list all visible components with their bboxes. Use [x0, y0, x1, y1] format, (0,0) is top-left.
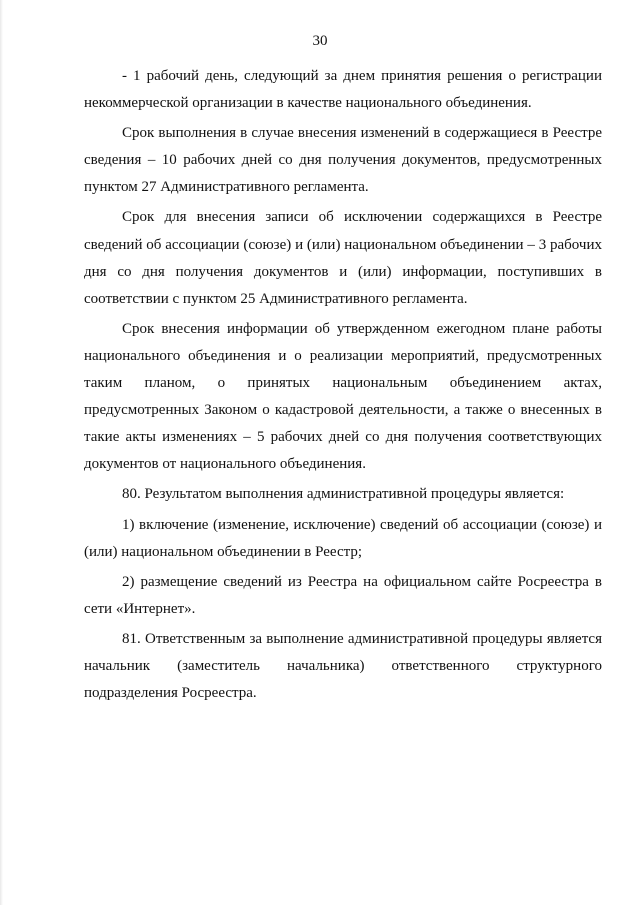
scan-edge	[0, 0, 3, 905]
page-number: 30	[312, 33, 328, 49]
paragraph-80-result: 80. Результатом выполнения административной процедуры является:	[122, 486, 565, 503]
document-body	[84, 63, 602, 710]
paragraph-result-item-1: 1) включение (изменение, исключение) сведений об ассоциации (союзе) и (или) национальном объединении в Реестр;	[84, 516, 602, 560]
paragraph-changes-term: Срок выполнения в случае внесения изменений в содержащиеся в Реестре сведения – 10 рабочих дней со дня получения документов, предусмотренных пунктом 27 Административного регламента.	[84, 125, 602, 196]
paragraph-exclusion-term: Срок для внесения записи об исключении содержащихся в Реестре сведений об ассоциации (союзе) и (или) национальном объединении – 3 рабочих дня со дня получения документов и (или) информации, поступивших в соответствии с пунктом 25 Административного регламента.	[84, 209, 602, 307]
paragraph-result-item-2: 2) размещение сведений из Реестра на официальном сайте Росреестра в сети «Интернет».	[84, 573, 602, 617]
paragraph-81-responsible: 81. Ответственным за выполнение административной процедуры является начальник (заместитель начальника) ответственного структурного подразделения Росреестра.	[84, 630, 602, 702]
paragraph-registration-day: - 1 рабочий день, следующий за днем принятия решения о регистрации некоммерческой организации в качестве национального объединения.	[84, 68, 602, 112]
paragraph-annual-plan-term: Срок внесения информации об утвержденном ежегодном плане работы национального объединения и о реализации мероприятий, предусмотренных таким планом, о принятых национальным объединением актах, предусмотренных Законом о кадастровой деятельности, а также о внесенных в такие акты изменениях – 5 рабочих дней со дня получения соответствующих документов от национального объединения.	[84, 320, 602, 473]
